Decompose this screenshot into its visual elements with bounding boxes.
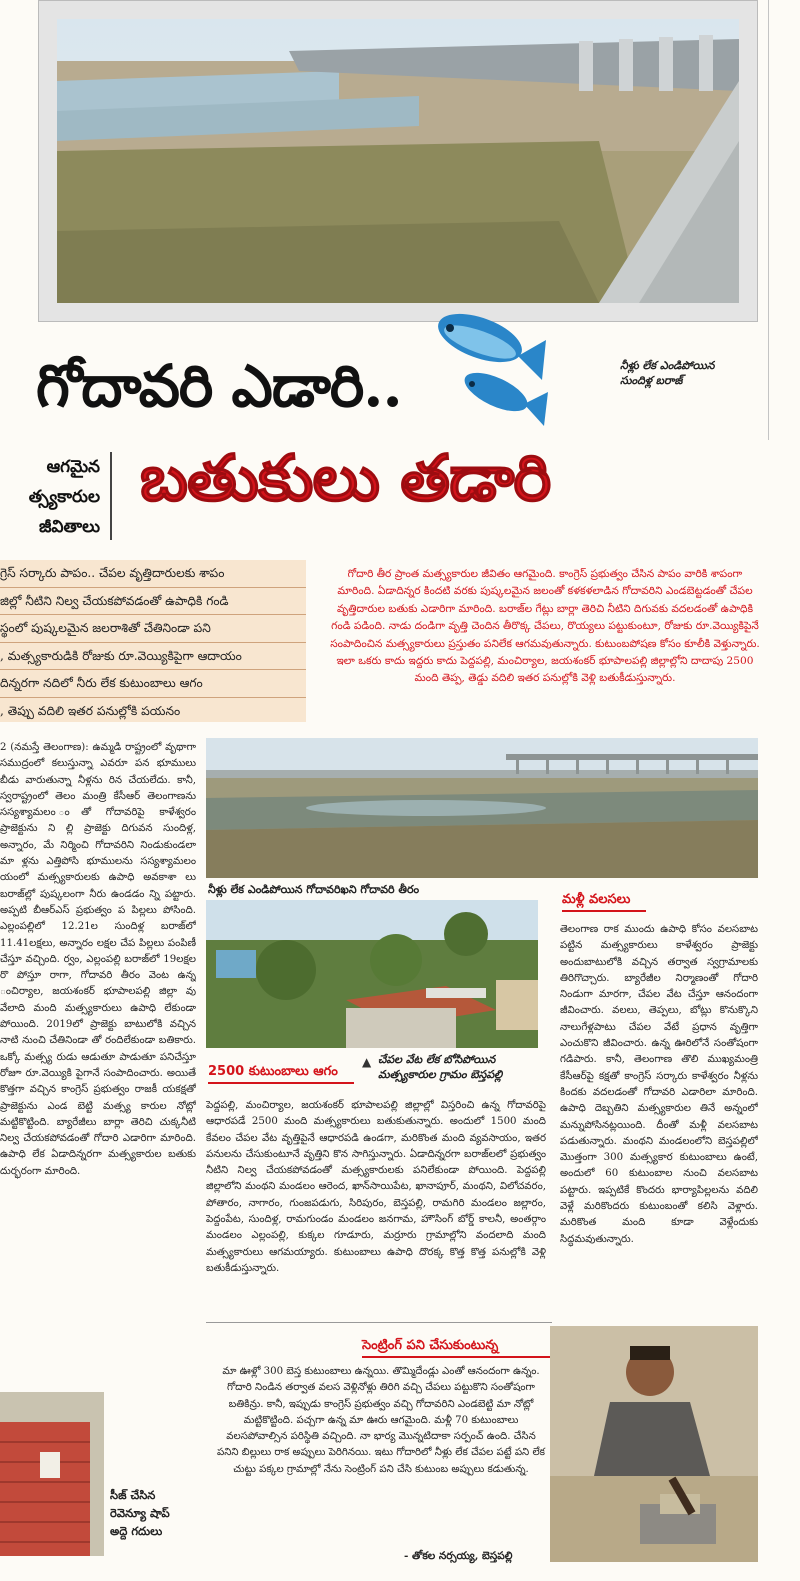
summary-box — [0, 560, 306, 722]
left-body-column: 2 (నమస్తే తెలంగాణ): ఉమ్మడి రాష్ట్రంలో వృథాగా సముద్రంలో కలుస్తున్నా ఎవరూ పన భూములు బీడు వారుతున్నా నీళ్లను రిన చేయలేదు. కానీ, స్వరాష్ట్రంలో తెలం మంత్రి కేసీఆర్ తెలంగాణను సస్యశ్యామలం ంతో గోదావరిపై కాళేశ్వరం ప్రాజెక్టును ని ల్లి ప్రాజెక్టు దిగువన సుందిళ్ల, అన్నారం, మే నిర్మించి గోదావరిని నిండుకుండలా మా ళ్లను ఎత్తిపోసి భూములను సస్యశ్యామలం యంలో మత్స్యకారులకు ఉపాధి అవకాశా లు బరాజ్‌ల్లో పుష్కలంగా నీరు ఉండడం న్ని పట్టారు. అప్పటి బీఆర్ఎస్ ప్రభుత్వం ప పిల్లలు పోసింది. ఎల్లంపల్లిలో 12.21ల సుందిళ్ల బరాజ్‌లో 11.41లక్షలు, అన్నారం లక్షల చేప పిల్లలు పంపిణీ చేస్తూ వచ్చింది. ర్వం, ఎల్లంపల్లి బరాజ్‌లో 19లక్షల రొ పోస్తూ రాగా, గోదావరి తీరం వెంట ఉన్న ంచిర్యాల, జయశంకర్ భూపాలపల్లి జిల్లా వు వేలాది మంది మత్స్యకారులు ఉపాధి లేకుండా పోయింది. 2019లో ప్రాజెక్టు బాటులోకి వచ్చిన నాటి నుంచి చేతినిండా తో రందిలేకుండా బతికారు. ఒక్కో మత్స్య రుడు ఆడుతూ పాడుతూ పనిచేస్తూ రోజూ రూ.వెయ్యికి పైగానే సంపాదించారు. అయితే కొత్తగా వచ్చిన కాంగ్రెస్ ప్రభుత్వం రాజకీ యకక్షతో ప్రాజెక్టును ఎండ బెట్టి మత్స్య కారుల నోట్లో మట్టికొట్టింది. బ్యారేజీలు బార్లా తెరిచి చుక్కనీటి నిల్వ చేయకపోవడంతో గోదారి ఎడారిగా మారింది. ఉపాధి లేక ఏడాదిన్నరగా మత్స్యకారుల బతుకు దుర్భరంగా మారింది. — [0, 742, 196, 1177]
summary-line: స్థంలో పుష్కలమైన జలరాశితో చేతినిండా పని — [0, 615, 306, 643]
caption-pointer-icon: ▲ — [362, 1055, 372, 1069]
centring-body: మా ఊళ్లో 300 బెస్త కుటుంబాలు ఉన్నయి. తొమ్మిదేండ్లు ఎంతో ఆనందంగా ఉన్నం. గోదారి నిండిన తర్వాత వలస వెళ్లినోళ్లు తిరిగి వచ్చి చేపలు పట్టుకొని సంతోషంగా బతికిన్రు. కానీ, ఇప్పుడు కాంగ్రెస్ ప్రభుత్వం వచ్చి గోదావరిని ఎండబెట్టి మా నోట్లో మట్టికొట్టింది. పచ్చగా ఉన్న మా ఊరు ఆగమైంది. మళ్లీ 70 కుటుంబాలు వలసపోవాల్సిన పరిస్థితి వచ్చింది. నా భార్య మొన్నటిదాకా సర్పంచ్ ఉంది. చేసిన పనిని బిల్లులు రాక అప్పులు పెరిగినయి. ఇటు గోదారిలో నీళ్లు లేక చేపల పట్టే పని లేక చుట్టు పక్కల గ్రామాల్లో నేను సెంట్రింగ్ పని చేసి కుటుంబ అప్పులు కడుతున్న. — [217, 1366, 545, 1475]
migration-heading: మళ్లీ వలసలు — [562, 892, 631, 907]
mid-photo-riverbed — [206, 738, 758, 878]
shop-photo-caption: సీజ్ చేసిన రెవెన్యూ షాప్ అద్దె గదులు — [110, 1488, 170, 1538]
mid-photo — [206, 738, 758, 878]
lead-paragraph: గోదారి తీర ప్రాంత మత్స్యకారుల జీవితం ఆగమైంది. కాంగ్రెస్ ప్రభుత్వం చేసిన పాపం వారికి శాపంగా మారింది. ఏడాదిన్నర కిందటి వరకు పుష్కలమైన జలంతో కళకళలాడిన గోదావరిని ఎండబెట్టడంతో చేపల వృత్తిదారుల బతుకు ఎడారిగా మారింది. బరాజ్‌ల గేట్లు బార్లా తెరిచి నీటిని దిగువకు వదలడంతో ఉపాధికి గండి పడింది. నాడు దండిగా వృత్తి చెందిన తీరొక్క చేపలు, రొయ్యలు పట్టుకుంటూ, రోజుకు రూ.వెయ్యికిపైనే సంపాదించిన మత్స్యకారులు ప్రస్తుతం పనిలేక ఆగమవుతున్నారు. కుటుంబపోషణ కోసం కూలీకి వెళ్తున్నారు. ఇలా ఒకరు కాదు ఇద్దరు కాదు పెద్దపల్లి, మంచిర్యాల, జయశంకర్ భూపాలపల్లి జిల్లాల్లోని దాదాపు 2500 మంది తెప్ప, తెడ్డు వదిలి ఇతర పనుల్లోకి వెళ్లి బతుకీడుస్తున్నారు. — [330, 568, 760, 685]
families-heading: 2500 కుటుంబాలు ఆగం — [208, 1064, 338, 1079]
summary-line: గ్రెస్ సర్కారు పాపం.. చేపల వృత్తిదారులకు శాపం — [0, 560, 306, 588]
families-body: పెద్దపల్లి, మంచిర్యాల, జయశంకర్ భూపాలపల్లి జిల్లాల్లో విస్తరించి ఉన్న గోదావరిపై ఆధారపడే 2500 మంది మత్స్యకారులు బతుకుతున్నారు. అందులో 1500 మంది కేవలం చేపల వేట వృత్తిపైనే ఆధారపడి ఉండగా, మరికొంత మంది వ్యవసాయం, ఇతర పనులను చేసుకుంటూనే వృత్తిని కొన సాగిస్తున్నారు. ఏడాదిన్నరగా బరాజ్‌లలో ప్రభుత్వం నీటిని నిల్వ చేయకపోవడంతో మత్స్యకారులకు పనిలేకుండా పోయింది. పెద్దపల్లి జిల్లాలోని మంథని మండలం ఆరెంద, ఖాన్‌సాయిపేట, ఖానాపూర్, మంథని, విలోచవరం, పోతారం, నాగారం, గుంజపడుగు, సిరిపురం, బెస్తపల్లి, రామగిరి మండలం జల్లారం, పెద్దంపేట, సుందిళ్ల, రామగుండం మండలం జనగామ, హౌసింగ్ బోర్డ్ కాలనీ, అంతర్గాం మండలం ఎల్లంపల్లి, కుక్కల గూడూరు, మర్రూరు గ్రామాల్లోని వందలాది మంది మత్స్యకారులు ఆగమయ్యారు. కుటుంబాలు ఉపాధి దొరక్క కొత్త కొత్త పనుల్లోకి వెళ్లి బతుకీడుస్తున్నారు. — [206, 1100, 546, 1274]
headline-side-label: ఆగమైన త్స్యకారుల జీవితాలు — [28, 457, 100, 537]
top-photo-dry-barrage — [39, 1, 757, 321]
village-photo-houses — [206, 900, 538, 1048]
centring-section-box — [206, 1322, 552, 1323]
village-photo — [206, 900, 538, 1048]
summary-line: , తెప్పు వదిలి ఇతర పనుల్లోకి పయనం — [0, 703, 181, 718]
top-photo-frame — [38, 0, 758, 322]
centring-heading-underline — [362, 1356, 550, 1358]
portrait-photo — [550, 1326, 758, 1562]
families-heading-underline — [208, 1082, 354, 1084]
migration-body: తెలంగాణ రాక ముందు ఉపాధి కోసం వలసబాట పట్టిన మత్స్యకారులు కాళేశ్వరం ప్రాజెక్టు అందుబాటులోకి వచ్చిన తర్వాత స్వగ్రామాలకు తిరిగొచ్చారు. బ్యారేజీల నిర్మాణంతో గోదారి నిండుగా మారగా, చేపల వేట చేస్తూ ఆనందంగా జీవించారు. వలలు, తెప్పలు, బోట్లు కొనుక్కొని నాలుగేళ్లపాటు చేపల వేటే ప్రధాన వృత్తిగా ఎంచుకొని జీవించారు. ఉన్న ఊరిలోనే సంతోషంగా గడిపారు. కానీ, తెలంగాణ తొలి ముఖ్యమంత్రి కేసీఆర్‌పై కక్షతో కాంగ్రెస్ సర్కారు కాళేశ్వరం నీళ్లను కిందకు వదలడంతో గోదావరి ఎడారిలా మారింది. ఉపాధి దెబ్బతిని మత్స్యకారుల తినే అన్నంలో మన్నుపోసినట్లయింది. దీంతో మళ్లీ వలసబాట పడుతున్నారు. మంథని మండలంలోని బెస్తపల్లిలో మొత్తంగా 300 మత్స్యకార కుటుంబాలు ఉంటే, అందులో 60 కుటుంబాల నుంచి వలసబాట పట్టారు. ఇప్పటికే కొందరు భార్యాపిల్లలను వదిలి వెళ్లే మరికొందరు కుటుంబంతో కలిసి వెళ్లారు. మరికొంత మంది కూడా వెళ్లేందుకు సిద్ధమవుతున్నారు. — [560, 924, 758, 1245]
summary-line: జిల్లో నీటిని నిల్వ చేయకపోవడంతో ఉపాధికి గండి — [0, 588, 306, 616]
centring-heading: సెంట్రింగ్ పని చేసుకుంటున్న — [362, 1338, 499, 1353]
summary-line: , మత్స్యకారుడికి రోజుకు రూ.వెయ్యికిపైగా ఆదాయం — [0, 643, 306, 671]
top-photo-caption: నీళ్లు లేక ఎండిపోయిన సుందిళ్ల బరాజ్ — [620, 359, 715, 387]
centring-attribution: - తోకల నర్సయ్య, బెస్తపల్లి — [404, 1550, 513, 1562]
fish-illustration — [418, 300, 568, 440]
portrait-worker — [550, 1326, 758, 1562]
headline-line1: గోదావరి ఎడారి.. — [36, 352, 402, 420]
headline-line2: బతుకులు తడారి — [140, 442, 551, 516]
mid-photo-caption: నీళ్లు లేక ఎండిపోయిన గోదావరిఖని గోదావరి తీరం — [208, 883, 420, 896]
shop-photo — [0, 1392, 104, 1556]
headline-side-divider — [110, 452, 112, 540]
shop-photo-shutters — [0, 1392, 104, 1556]
page-edge-rule — [768, 0, 769, 440]
summary-line: దిన్నరగా నదిలో నీరు లేక కుటుంబాలు ఆగం — [0, 670, 306, 698]
village-photo-caption: చేపల వేట లేక బోసిపోయిన మత్స్యకారుల గ్రామం బెస్తపల్లి — [378, 1053, 503, 1081]
migration-heading-underline — [562, 910, 646, 912]
